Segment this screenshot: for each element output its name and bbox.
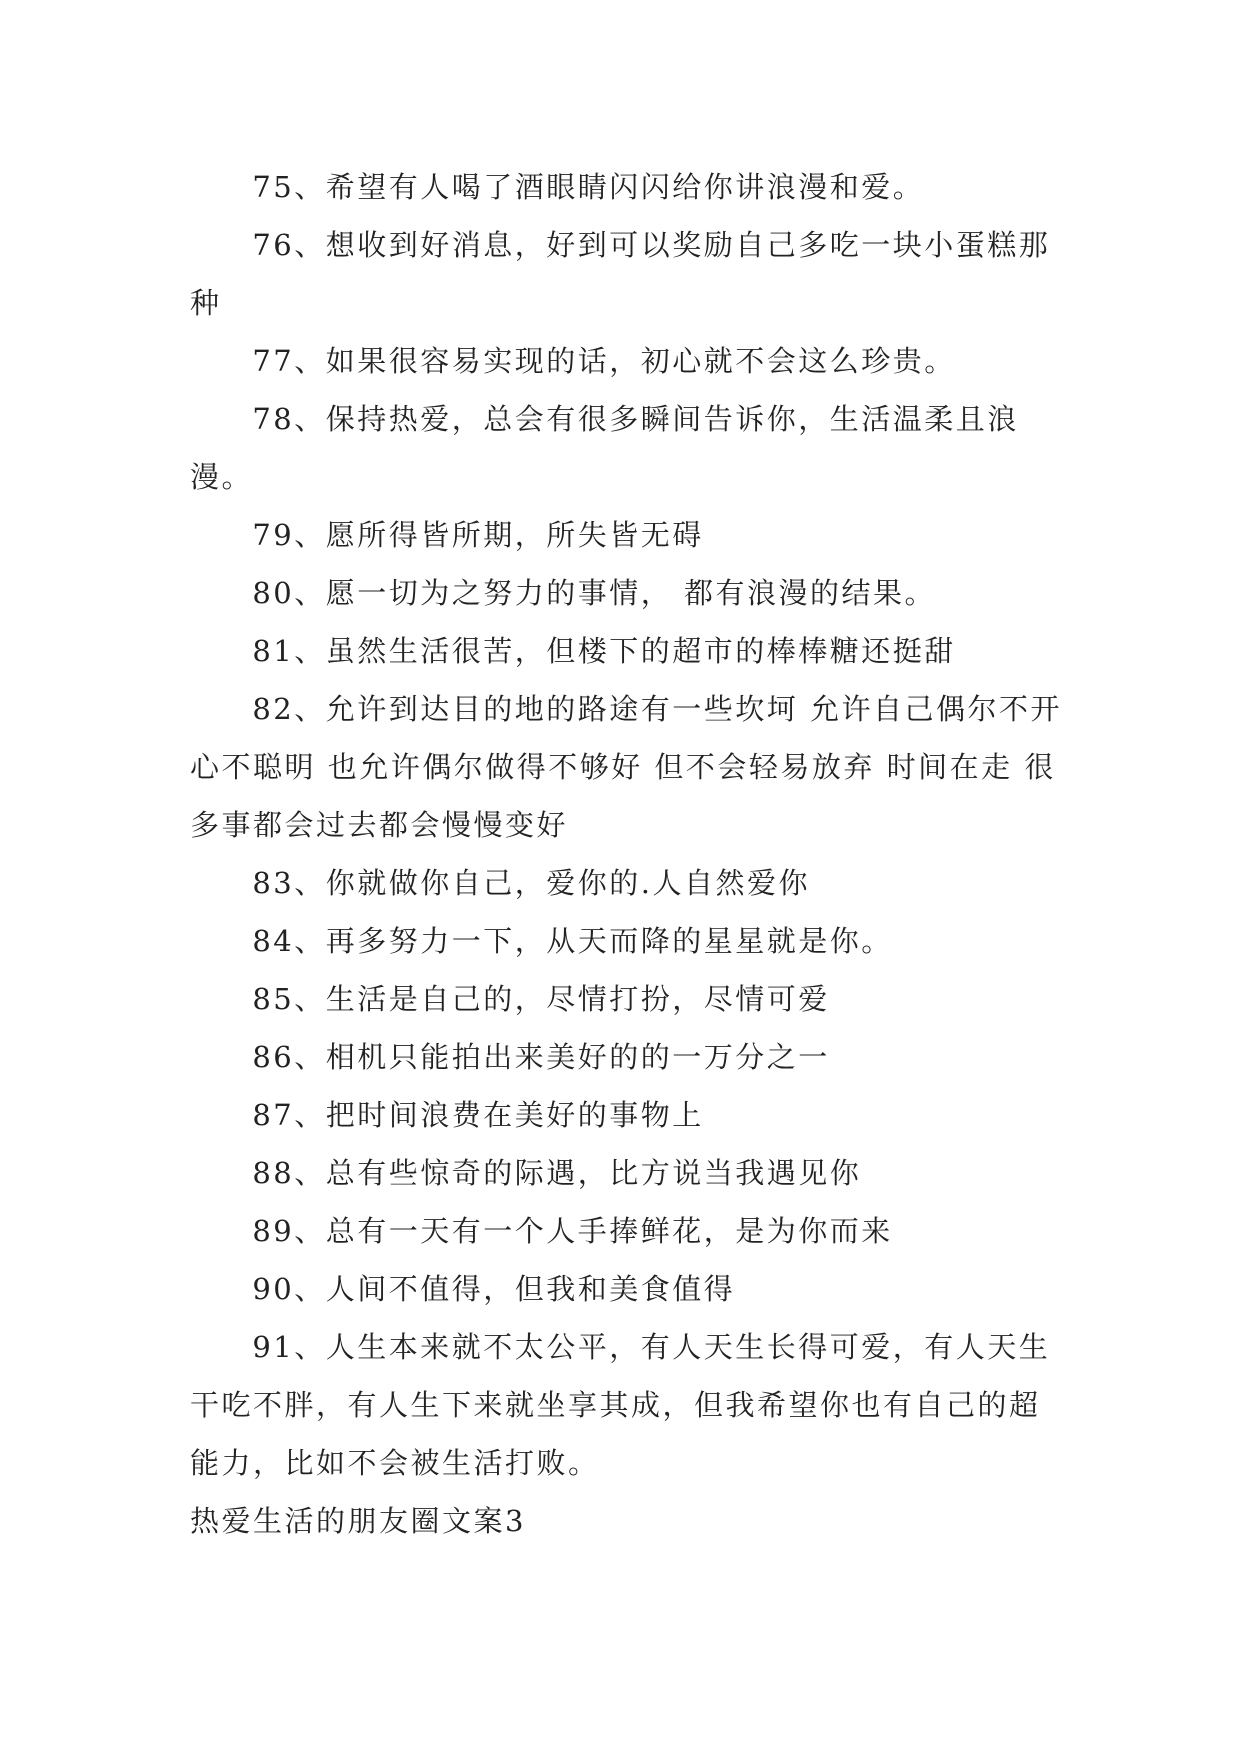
quote-item-89: 89、总有一天有一个人手捧鲜花，是为你而来: [252, 1214, 893, 1248]
quote-item-76: 76、想收到好消息，好到可以奖励自己多吃一块小蛋糕那种: [190, 228, 1051, 320]
quote-item-84: 84、再多努力一下，从天而降的星星就是你。: [252, 924, 893, 958]
quote-item-79: 79、愿所得皆所期，所失皆无碍: [252, 518, 704, 552]
quote-item-85: 85、生活是自己的，尽情打扮，尽情可爱: [252, 982, 830, 1016]
quote-item-77: 77、如果很容易实现的话，初心就不会这么珍贵。: [252, 344, 956, 378]
quote-item-90: 90、人间不值得，但我和美食值得: [252, 1272, 736, 1306]
quote-item-82: 82、允许到达目的地的路途有一些坎坷 允许自己偶尔不开心不聪明 也允许偶尔做得不够好 但不会轻易放弃 时间在走 很多事都会过去都会慢慢变好: [190, 692, 1062, 842]
quote-item-87: 87、把时间浪费在美好的事物上: [252, 1098, 704, 1132]
section-heading: 热爱生活的朋友圈文案3: [190, 1504, 526, 1538]
quote-item-91: 91、人生本来就不太公平，有人天生长得可爱，有人天生干吃不胖，有人生下来就坐享其成，但我希望你也有自己的超能力，比如不会被生活打败。: [190, 1330, 1051, 1480]
quote-item-86: 86、相机只能拍出来美好的的一万分之一: [252, 1040, 830, 1074]
quote-item-81: 81、虽然生活很苦，但楼下的超市的棒棒糖还挺甜: [252, 634, 956, 668]
quote-item-78: 78、保持热爱，总会有很多瞬间告诉你，生活温柔且浪漫。: [190, 402, 1019, 494]
document-body: [190, 158, 1070, 1550]
quote-item-75: 75、希望有人喝了酒眼睛闪闪给你讲浪漫和爱。: [252, 170, 925, 204]
quote-item-83: 83、你就做你自己，爱你的.人自然爱你: [252, 866, 810, 900]
quote-item-80: 80、愿一切为之努力的事情， 都有浪漫的结果。: [252, 576, 936, 610]
quote-item-88: 88、总有些惊奇的际遇，比方说当我遇见你: [252, 1156, 862, 1190]
